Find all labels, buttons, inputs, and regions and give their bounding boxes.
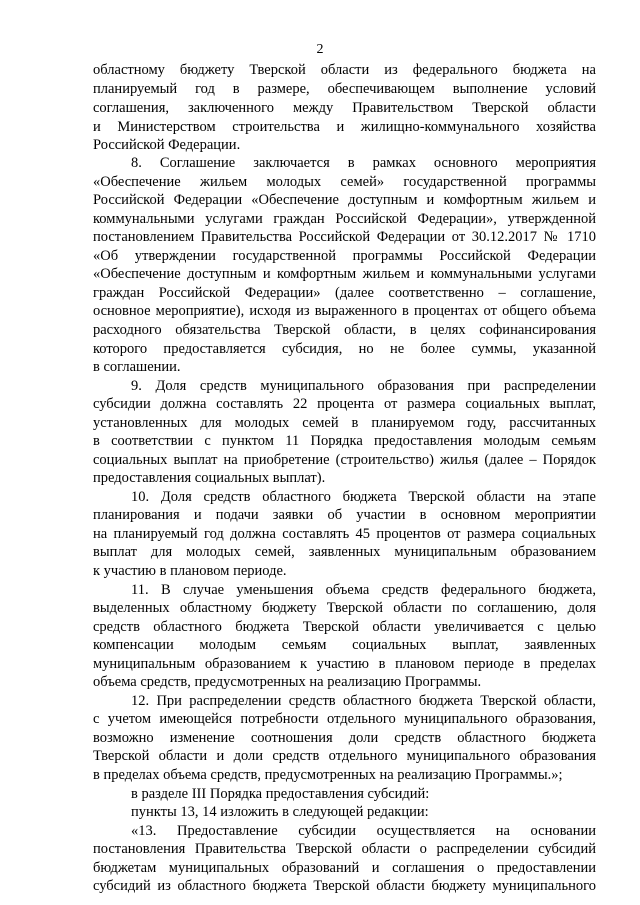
text-line: 12. При распределении средств областного бюджета Тверской области,	[131, 693, 596, 709]
text-line: постановлением Правительства Российской Федерации от 30.12.2017 № 1710	[93, 229, 596, 245]
text-line: муниципальным образованием к участию в плановом периоде в пределах	[93, 656, 596, 672]
text-line: выделенных областному бюджету Тверской области по соглашению, доля	[93, 600, 596, 616]
text-line: расходного обязательства Тверской области, в целях софинансирования	[93, 322, 596, 338]
text-line: бюджетам муниципальных образований и соглашения о предоставлении	[93, 860, 596, 876]
text-line: предоставления социальных выплат).	[93, 470, 326, 486]
text-line: средств областного бюджета Тверской области увеличивается с целью	[93, 619, 596, 635]
text-line: соглашения, заключенного между Правительством Тверской области	[93, 100, 596, 116]
text-line: субсидии должна составлять 22 процента от размера социальных выплат,	[93, 396, 596, 412]
text-line: постановления Правительства Тверской области о распределении субсидий	[93, 841, 596, 857]
text-line: «Обеспечение доступным и комфортным жильем и коммунальными услугами	[93, 266, 596, 282]
text-line: в соглашении.	[93, 359, 181, 375]
text-line: к участию в плановом периоде.	[93, 563, 287, 579]
text-line: 9. Доля средств муниципального образования при распределении	[131, 378, 596, 394]
page-number: 2	[316, 42, 324, 57]
text-line: Российской Федерации «Обеспечение доступным и комфортным жильем и	[93, 192, 596, 208]
text-line: коммунальными услугами граждан Российской Федерации», утвержденной	[93, 211, 596, 227]
text-line: «Об утверждении государственной программы Российской Федерации	[93, 248, 596, 264]
text-line: Тверской области и доли средств отдельного муниципального образования	[93, 748, 596, 764]
text-line: в пределах объема средств, предусмотренных на реализацию Программы.»;	[93, 767, 563, 783]
text-line: областному бюджету Тверской области из федерального бюджета на	[93, 62, 596, 78]
text-line: 10. Доля средств областного бюджета Тверской области на этапе	[131, 489, 596, 505]
text-line: которого предоставляется субсидия, но не более суммы, указанной	[93, 341, 596, 357]
text-line: планирования и подачи заявки об участии в основном мероприятии	[93, 507, 596, 523]
text-line: 8. Соглашение заключается в рамках основного мероприятия	[131, 155, 596, 171]
text-line: «Обеспечение жильем молодых семей» государственной программы	[93, 174, 596, 190]
text-line: граждан Российской Федерации» (далее соответственно – соглашение,	[93, 285, 596, 301]
text-line: в соответствии с пунктом 11 Порядка предоставления молодым семьям	[93, 433, 596, 449]
text-line: на планируемый год должна составлять 45 процентов от размера социальных	[93, 526, 596, 542]
text-line: с учетом имеющейся потребности отдельного муниципального образования,	[93, 711, 596, 727]
text-line: компенсации молодым семьям социальных выплат, заявленных	[93, 637, 596, 653]
text-line: «13. Предоставление субсидии осуществляется на основании	[131, 823, 596, 839]
text-line: пункты 13, 14 изложить в следующей редакции:	[131, 804, 429, 820]
text-line: субсидий из областного бюджета Тверской области бюджету муниципального	[93, 878, 596, 894]
text-line: планируемый год в размере, обеспечивающем выполнение условий	[93, 81, 596, 97]
text-line: 11. В случае уменьшения объема средств федерального бюджета,	[131, 582, 596, 598]
text-line: Российской Федерации.	[93, 137, 241, 153]
text-line: установленных для молодых семей в планируемом году, рассчитанных	[93, 415, 596, 431]
text-line: возможно изменение соотношения доли средств областного бюджета	[93, 730, 596, 746]
text-line: основное мероприятие), исходя из выраженного в процентах от общего объема	[93, 303, 596, 319]
text-line: выплат для молодых семей, заявленных муниципальным образованием	[93, 544, 596, 560]
text-line: в разделе III Порядка предоставления субсидий:	[131, 786, 430, 802]
text-line: социальных выплат на приобретение (строительство) жилья (далее – Порядок	[93, 452, 596, 468]
text-line: и Министерством строительства и жилищно-коммунального хозяйства	[93, 119, 596, 135]
text-line: объема средств, предусмотренных на реализацию Программы.	[93, 674, 482, 690]
